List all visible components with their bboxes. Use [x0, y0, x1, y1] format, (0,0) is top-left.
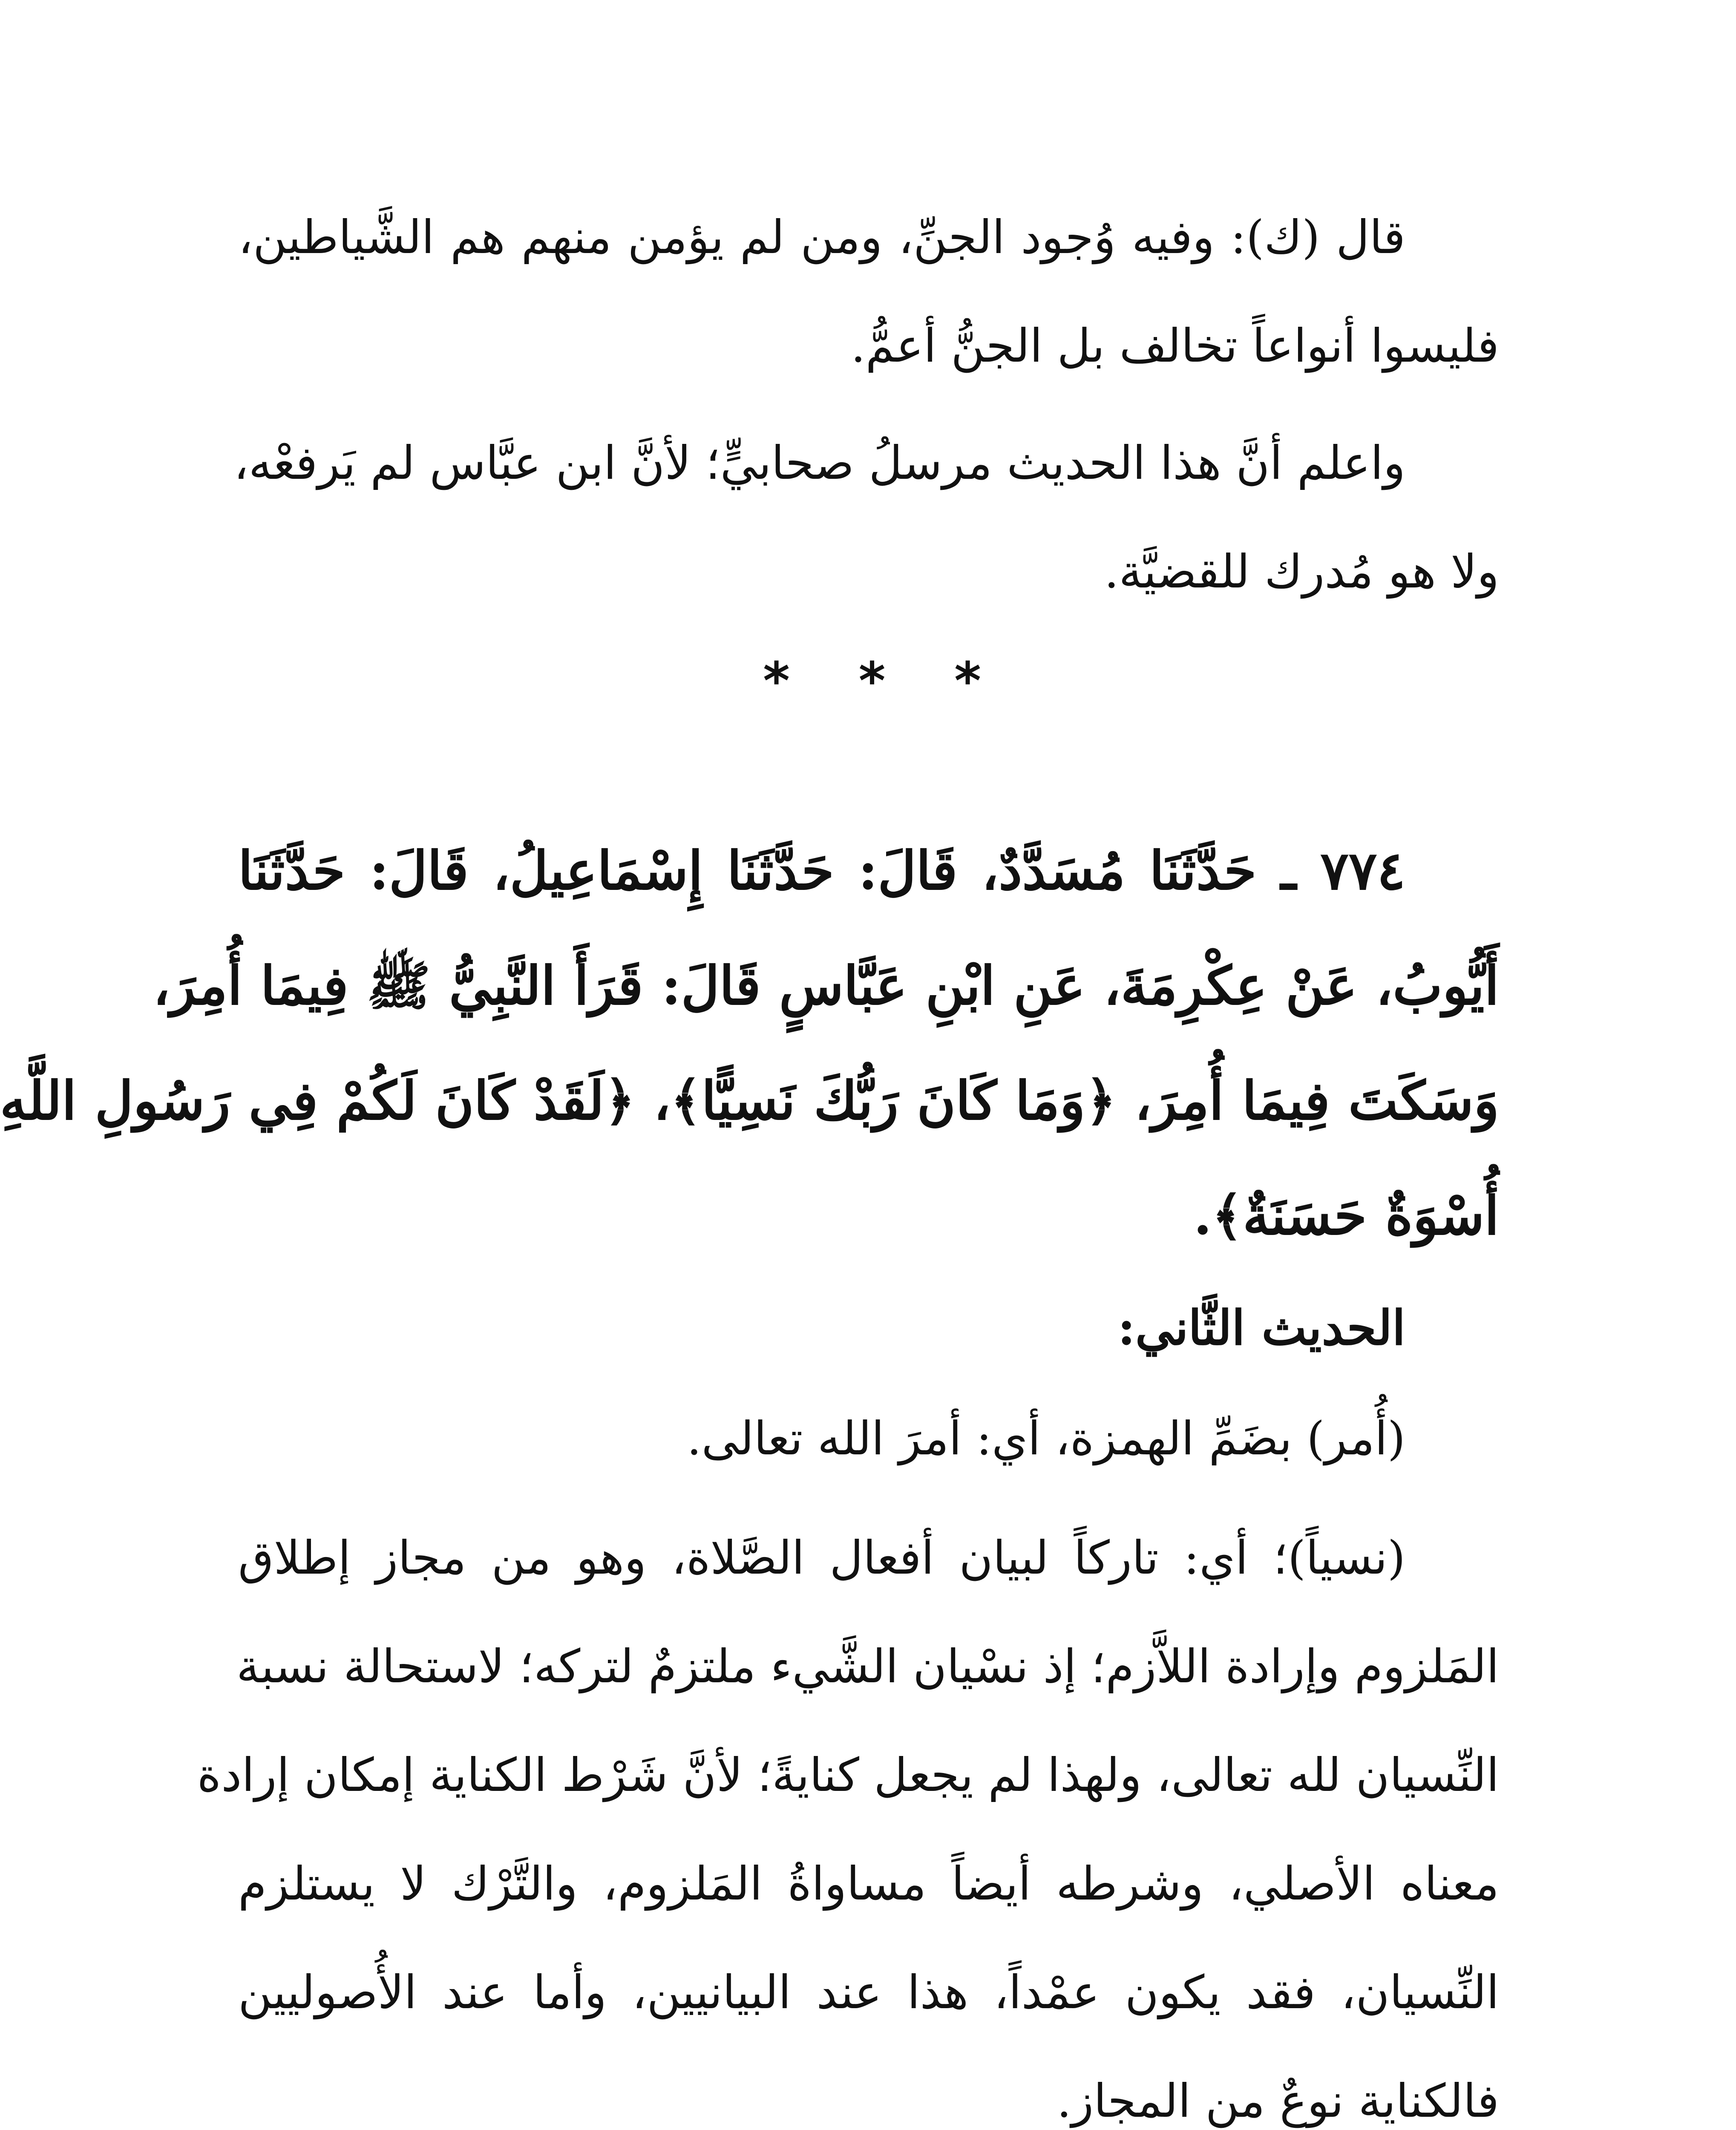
section-heading-block [238, 1274, 1499, 1382]
text-line: النِّسيان لله تعالى، ولهذا لم يجعل كنايةً؛ لأنَّ شَرْط الكناية إمكان إرادة [197, 1749, 1499, 1802]
text-line: فالكناية نوعٌ من المجاز. [1057, 2075, 1499, 2128]
text-line: قال (ك): وفيه وُجود الجنِّ، ومن لم يؤمن منهم هم الشَّياطين، [238, 211, 1405, 264]
section-separator: * * * [763, 652, 1007, 711]
hadith-text [0, 814, 1499, 1274]
text-line: أَيُّوبُ، عَنْ عِكْرِمَةَ، عَنِ ابْنِ عَبَّاسٍ قَالَ: قَرَأَ النَّبِيُّ ﷺ فِيمَا أُمِرَ، [153, 955, 1499, 1017]
text-line: (أُمر) بضَمِّ الهمزة، أي: أمرَ الله تعالى. [687, 1412, 1405, 1465]
text-line: فليسوا أنواعاً تخالف بل الجنُّ أعمُّ. [851, 320, 1499, 373]
text-line: المَلزوم وإرادة اللاَّزم؛ إذ نسْيان الشَّيء ملتزمٌ لتركه؛ لاستحالة نسبة [236, 1640, 1499, 1693]
paragraph-commentary-4 [197, 1504, 1499, 2130]
text-line: ولا هو مُدرك للقضيَّة. [1104, 545, 1499, 599]
paragraph-commentary-2 [233, 409, 1499, 626]
paragraph-commentary-3 [238, 1384, 1499, 1493]
text-line: واعلم أنَّ هذا الحديث مرسلُ صحابيٍّ؛ لأنَّ ابن عبَّاس لم يَرفعْه، [233, 437, 1405, 490]
section-heading: الحديث الثَّاني: [1117, 1300, 1405, 1356]
text-line: معناه الأصلي، وشرطه أيضاً مساواةُ المَلزوم، والتَّرْك لا يستلزم [238, 1857, 1499, 1911]
text-line: ٧٧٤ ـ حَدَّثَنَا مُسَدَّدٌ، قَالَ: حَدَّثَنَا إِسْمَاعِيلُ، قَالَ: حَدَّثَنَا [238, 840, 1405, 902]
text-line: وَسَكَتَ فِيمَا أُمِرَ، ﴿وَمَا كَانَ رَبُّكَ نَسِيًّا﴾، ﴿لَقَدْ كَانَ لَكُمْ فِي رَسُولِ اللَّهِ [0, 1070, 1499, 1132]
text-line: (نسياً)؛ أي: تاركاً لبيان أفعال الصَّلاة، وهو من مجاز إطلاق [238, 1531, 1405, 1585]
paragraph-commentary-1 [238, 183, 1499, 400]
text-line: النِّسيان، فقد يكون عمْداً، هذا عند البيانيين، وأما عند الأُصوليين [238, 1966, 1499, 2019]
text-line: أُسْوَةٌ حَسَنَةٌ﴾. [1193, 1185, 1499, 1247]
